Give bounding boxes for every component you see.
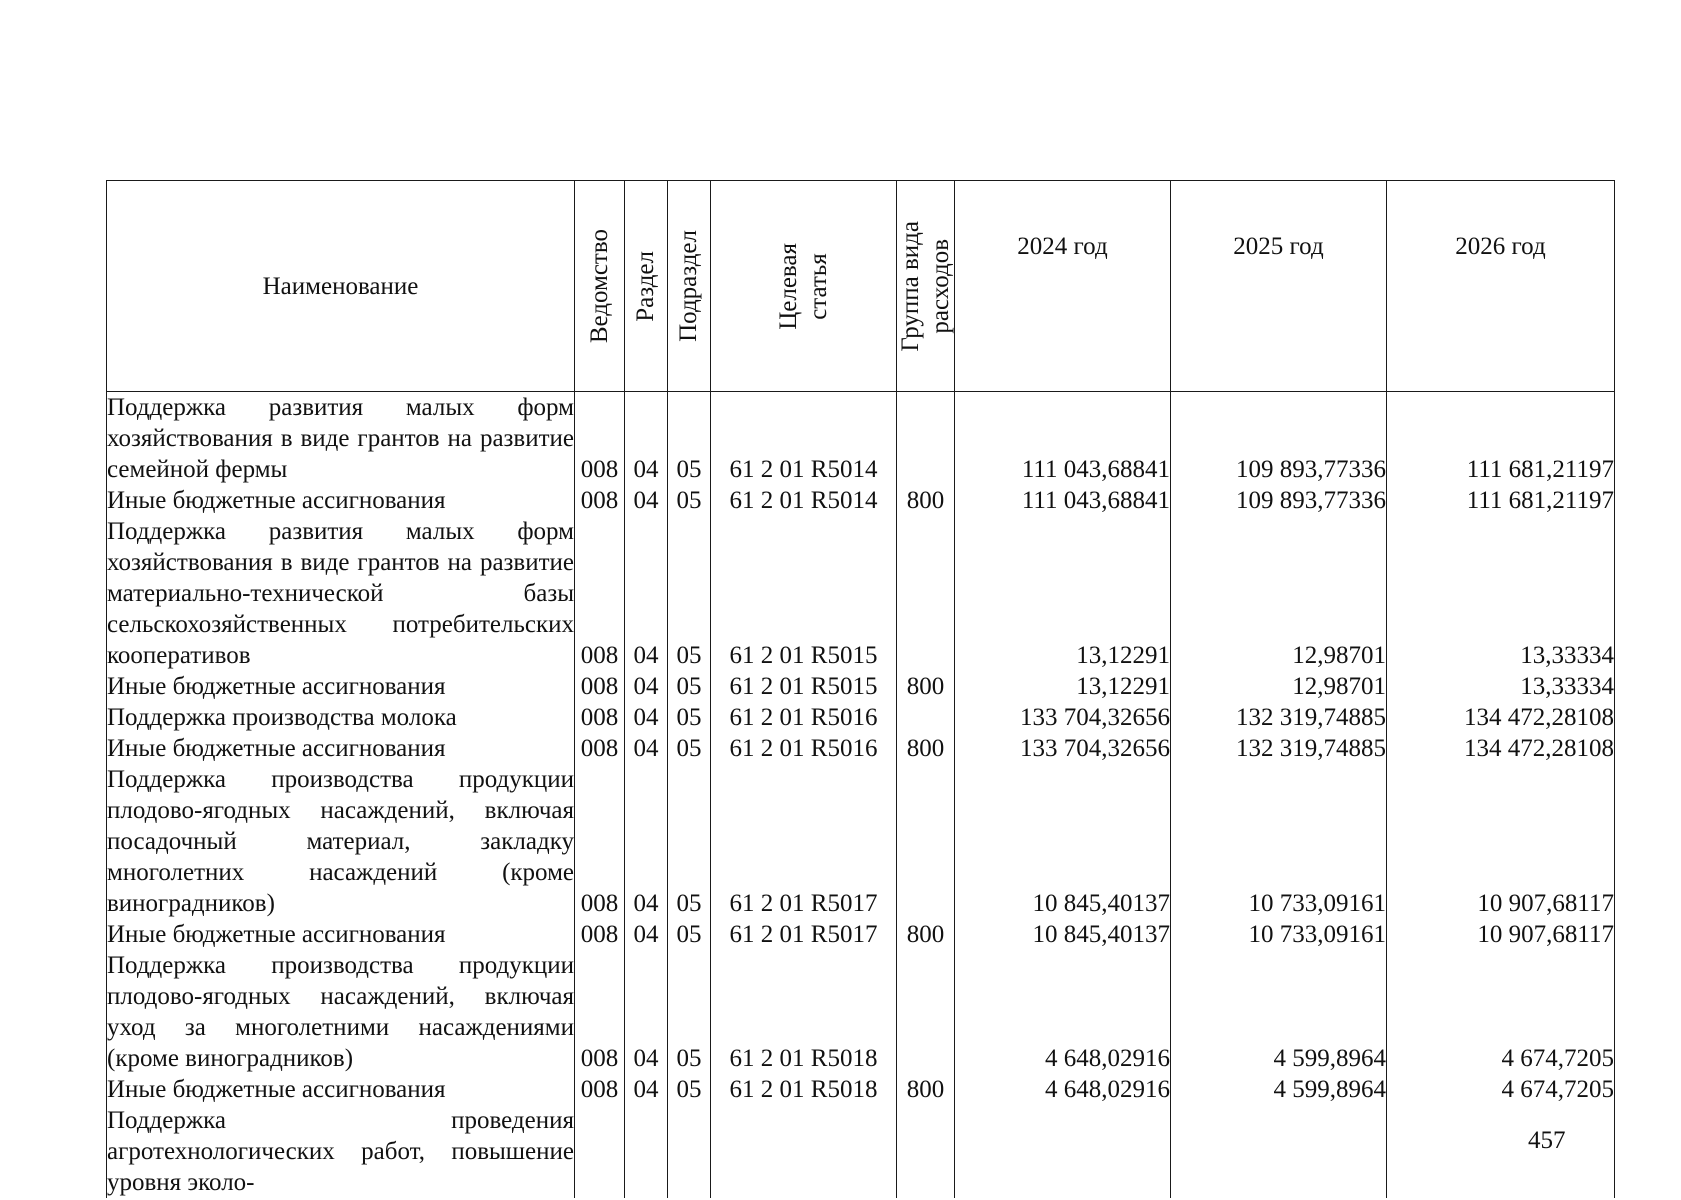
table-row (107, 516, 1615, 671)
cell-podrazdel: 05 (668, 392, 711, 486)
table-row (107, 671, 1615, 702)
cell-vedomstvo: 008 (575, 950, 625, 1074)
cell-name: Поддержка производства молока (107, 702, 575, 733)
cell-vedomstvo: 008 (575, 919, 625, 950)
cell-podrazdel: 05 (668, 950, 711, 1074)
cell-2025: 12,98701 (1171, 671, 1387, 702)
cell-podrazdel: 05 (668, 764, 711, 919)
header-gruppa-vida-rashodov: Группа вида расходов (897, 181, 955, 392)
cell-vedomstvo: 008 (575, 764, 625, 919)
cell-2024: 10 845,40137 (955, 764, 1171, 919)
cell-gruppa (897, 702, 955, 733)
cell-celevaya-statya: 61 2 01 R5015 (711, 671, 897, 702)
table-row (107, 702, 1615, 733)
cell-razdel: 04 (625, 764, 668, 919)
cell-vedomstvo: 008 (575, 485, 625, 516)
cell-2025: 10 733,09161 (1171, 919, 1387, 950)
cell-2025: 132 319,74885 (1171, 733, 1387, 764)
cell-name: Иные бюджетные ассигнования (107, 485, 575, 516)
cell-2025: 4 599,8964 (1171, 950, 1387, 1074)
cell-razdel: 04 (625, 671, 668, 702)
cell-podrazdel: 05 (668, 1074, 711, 1105)
cell-vedomstvo: 008 (575, 392, 625, 486)
header-2024: 2024 год (955, 181, 1171, 392)
cell-vedomstvo: 008 (575, 733, 625, 764)
cell-celevaya-statya (711, 1105, 897, 1198)
cell-name: Иные бюджетные ассигнования (107, 1074, 575, 1105)
cell-name: Поддержка производства продукции плодово-ягодных насаждений, включая посадочный материал, закладку многолетних насаждений (кроме виноградников) (107, 766, 574, 917)
cell-2026: 4 674,7205 (1387, 1074, 1615, 1105)
cell-2024: 133 704,32656 (955, 702, 1171, 733)
cell-gruppa (897, 1105, 955, 1198)
cell-2025: 109 893,77336 (1171, 485, 1387, 516)
table-row (107, 485, 1615, 516)
cell-razdel: 04 (625, 516, 668, 671)
cell-celevaya-statya: 61 2 01 R5015 (711, 516, 897, 671)
cell-2024: 10 845,40137 (955, 919, 1171, 950)
budget-table-container (106, 180, 1615, 1198)
cell-razdel: 04 (625, 392, 668, 486)
cell-vedomstvo: 008 (575, 1074, 625, 1105)
cell-2025: 10 733,09161 (1171, 764, 1387, 919)
cell-gruppa: 800 (897, 485, 955, 516)
cell-name: Иные бюджетные ассигнования (107, 733, 575, 764)
cell-gruppa (897, 392, 955, 486)
cell-razdel: 04 (625, 950, 668, 1074)
table-row (107, 1074, 1615, 1105)
table-row (107, 764, 1615, 919)
cell-2024: 133 704,32656 (955, 733, 1171, 764)
cell-2024 (955, 1105, 1171, 1198)
cell-podrazdel: 05 (668, 485, 711, 516)
cell-celevaya-statya: 61 2 01 R5016 (711, 702, 897, 733)
cell-name: Иные бюджетные ассигнования (107, 919, 575, 950)
cell-celevaya-statya: 61 2 01 R5014 (711, 485, 897, 516)
cell-razdel: 04 (625, 1074, 668, 1105)
table-body (107, 392, 1615, 1199)
cell-2026: 111 681,21197 (1387, 485, 1615, 516)
cell-2025: 4 599,8964 (1171, 1074, 1387, 1105)
cell-2026: 134 472,28108 (1387, 733, 1615, 764)
page-number: 457 (1528, 1127, 1566, 1154)
cell-name: Поддержка производства продукции плодово-ягодных насаждений, включая уход за многолетними насаждениями (кроме виноградников) (107, 952, 574, 1072)
cell-2026: 111 681,21197 (1387, 392, 1615, 486)
cell-gruppa: 800 (897, 671, 955, 702)
cell-podrazdel: 05 (668, 516, 711, 671)
table-row (107, 1105, 1615, 1198)
cell-2026: 13,33334 (1387, 516, 1615, 671)
cell-gruppa: 800 (897, 919, 955, 950)
cell-2025: 109 893,77336 (1171, 392, 1387, 486)
budget-table (106, 180, 1615, 1198)
cell-razdel: 04 (625, 733, 668, 764)
cell-celevaya-statya: 61 2 01 R5017 (711, 764, 897, 919)
cell-razdel: 04 (625, 702, 668, 733)
cell-celevaya-statya: 61 2 01 R5018 (711, 1074, 897, 1105)
header-2025: 2025 год (1171, 181, 1387, 392)
cell-2025 (1171, 1105, 1387, 1198)
cell-name: Поддержка проведения агротехнологических работ, повышение уровня эколо- (107, 1107, 574, 1196)
cell-2025: 12,98701 (1171, 516, 1387, 671)
cell-gruppa (897, 764, 955, 919)
cell-gruppa (897, 516, 955, 671)
cell-vedomstvo: 008 (575, 516, 625, 671)
cell-2026: 10 907,68117 (1387, 764, 1615, 919)
cell-2024: 4 648,02916 (955, 1074, 1171, 1105)
header-celevaya-statya: Целевая статья (711, 181, 897, 392)
cell-razdel: 04 (625, 485, 668, 516)
cell-gruppa (897, 950, 955, 1074)
cell-podrazdel: 05 (668, 671, 711, 702)
cell-2025: 132 319,74885 (1171, 702, 1387, 733)
table-row (107, 919, 1615, 950)
header-vedomstvo: Ведомство (575, 181, 625, 392)
header-2026: 2026 год (1387, 181, 1615, 392)
cell-podrazdel: 05 (668, 702, 711, 733)
cell-gruppa: 800 (897, 1074, 955, 1105)
cell-2024: 111 043,68841 (955, 485, 1171, 516)
cell-name: Иные бюджетные ассигнования (107, 671, 575, 702)
table-row (107, 392, 1615, 486)
cell-razdel (625, 1105, 668, 1198)
cell-name: Поддержка развития малых форм хозяйствования в виде грантов на развитие семейной фермы (107, 392, 575, 486)
cell-2024: 4 648,02916 (955, 950, 1171, 1074)
cell-celevaya-statya: 61 2 01 R5018 (711, 950, 897, 1074)
cell-2026: 134 472,28108 (1387, 702, 1615, 733)
table-row (107, 733, 1615, 764)
cell-celevaya-statya: 61 2 01 R5014 (711, 392, 897, 486)
cell-name: Поддержка развития малых форм хозяйствования в виде грантов на развитие материально-технической базы сельскохозяйственных потребительских кооперативов (107, 518, 574, 669)
cell-vedomstvo (575, 1105, 625, 1198)
cell-razdel: 04 (625, 919, 668, 950)
cell-2024: 13,12291 (955, 516, 1171, 671)
cell-2026: 10 907,68117 (1387, 919, 1615, 950)
cell-celevaya-statya: 61 2 01 R5017 (711, 919, 897, 950)
cell-celevaya-statya: 61 2 01 R5016 (711, 733, 897, 764)
cell-2026: 13,33334 (1387, 671, 1615, 702)
cell-2024: 13,12291 (955, 671, 1171, 702)
cell-podrazdel (668, 1105, 711, 1198)
cell-2024: 111 043,68841 (955, 392, 1171, 486)
cell-vedomstvo: 008 (575, 702, 625, 733)
cell-podrazdel: 05 (668, 733, 711, 764)
header-name: Наименование (107, 181, 575, 392)
header-razdel: Раздел (625, 181, 668, 392)
cell-2026 (1387, 1105, 1615, 1198)
cell-gruppa: 800 (897, 733, 955, 764)
table-row (107, 950, 1615, 1074)
cell-vedomstvo: 008 (575, 671, 625, 702)
cell-podrazdel: 05 (668, 919, 711, 950)
header-row (107, 181, 1615, 392)
header-podrazdel: Подраздел (668, 181, 711, 392)
cell-2026: 4 674,7205 (1387, 950, 1615, 1074)
